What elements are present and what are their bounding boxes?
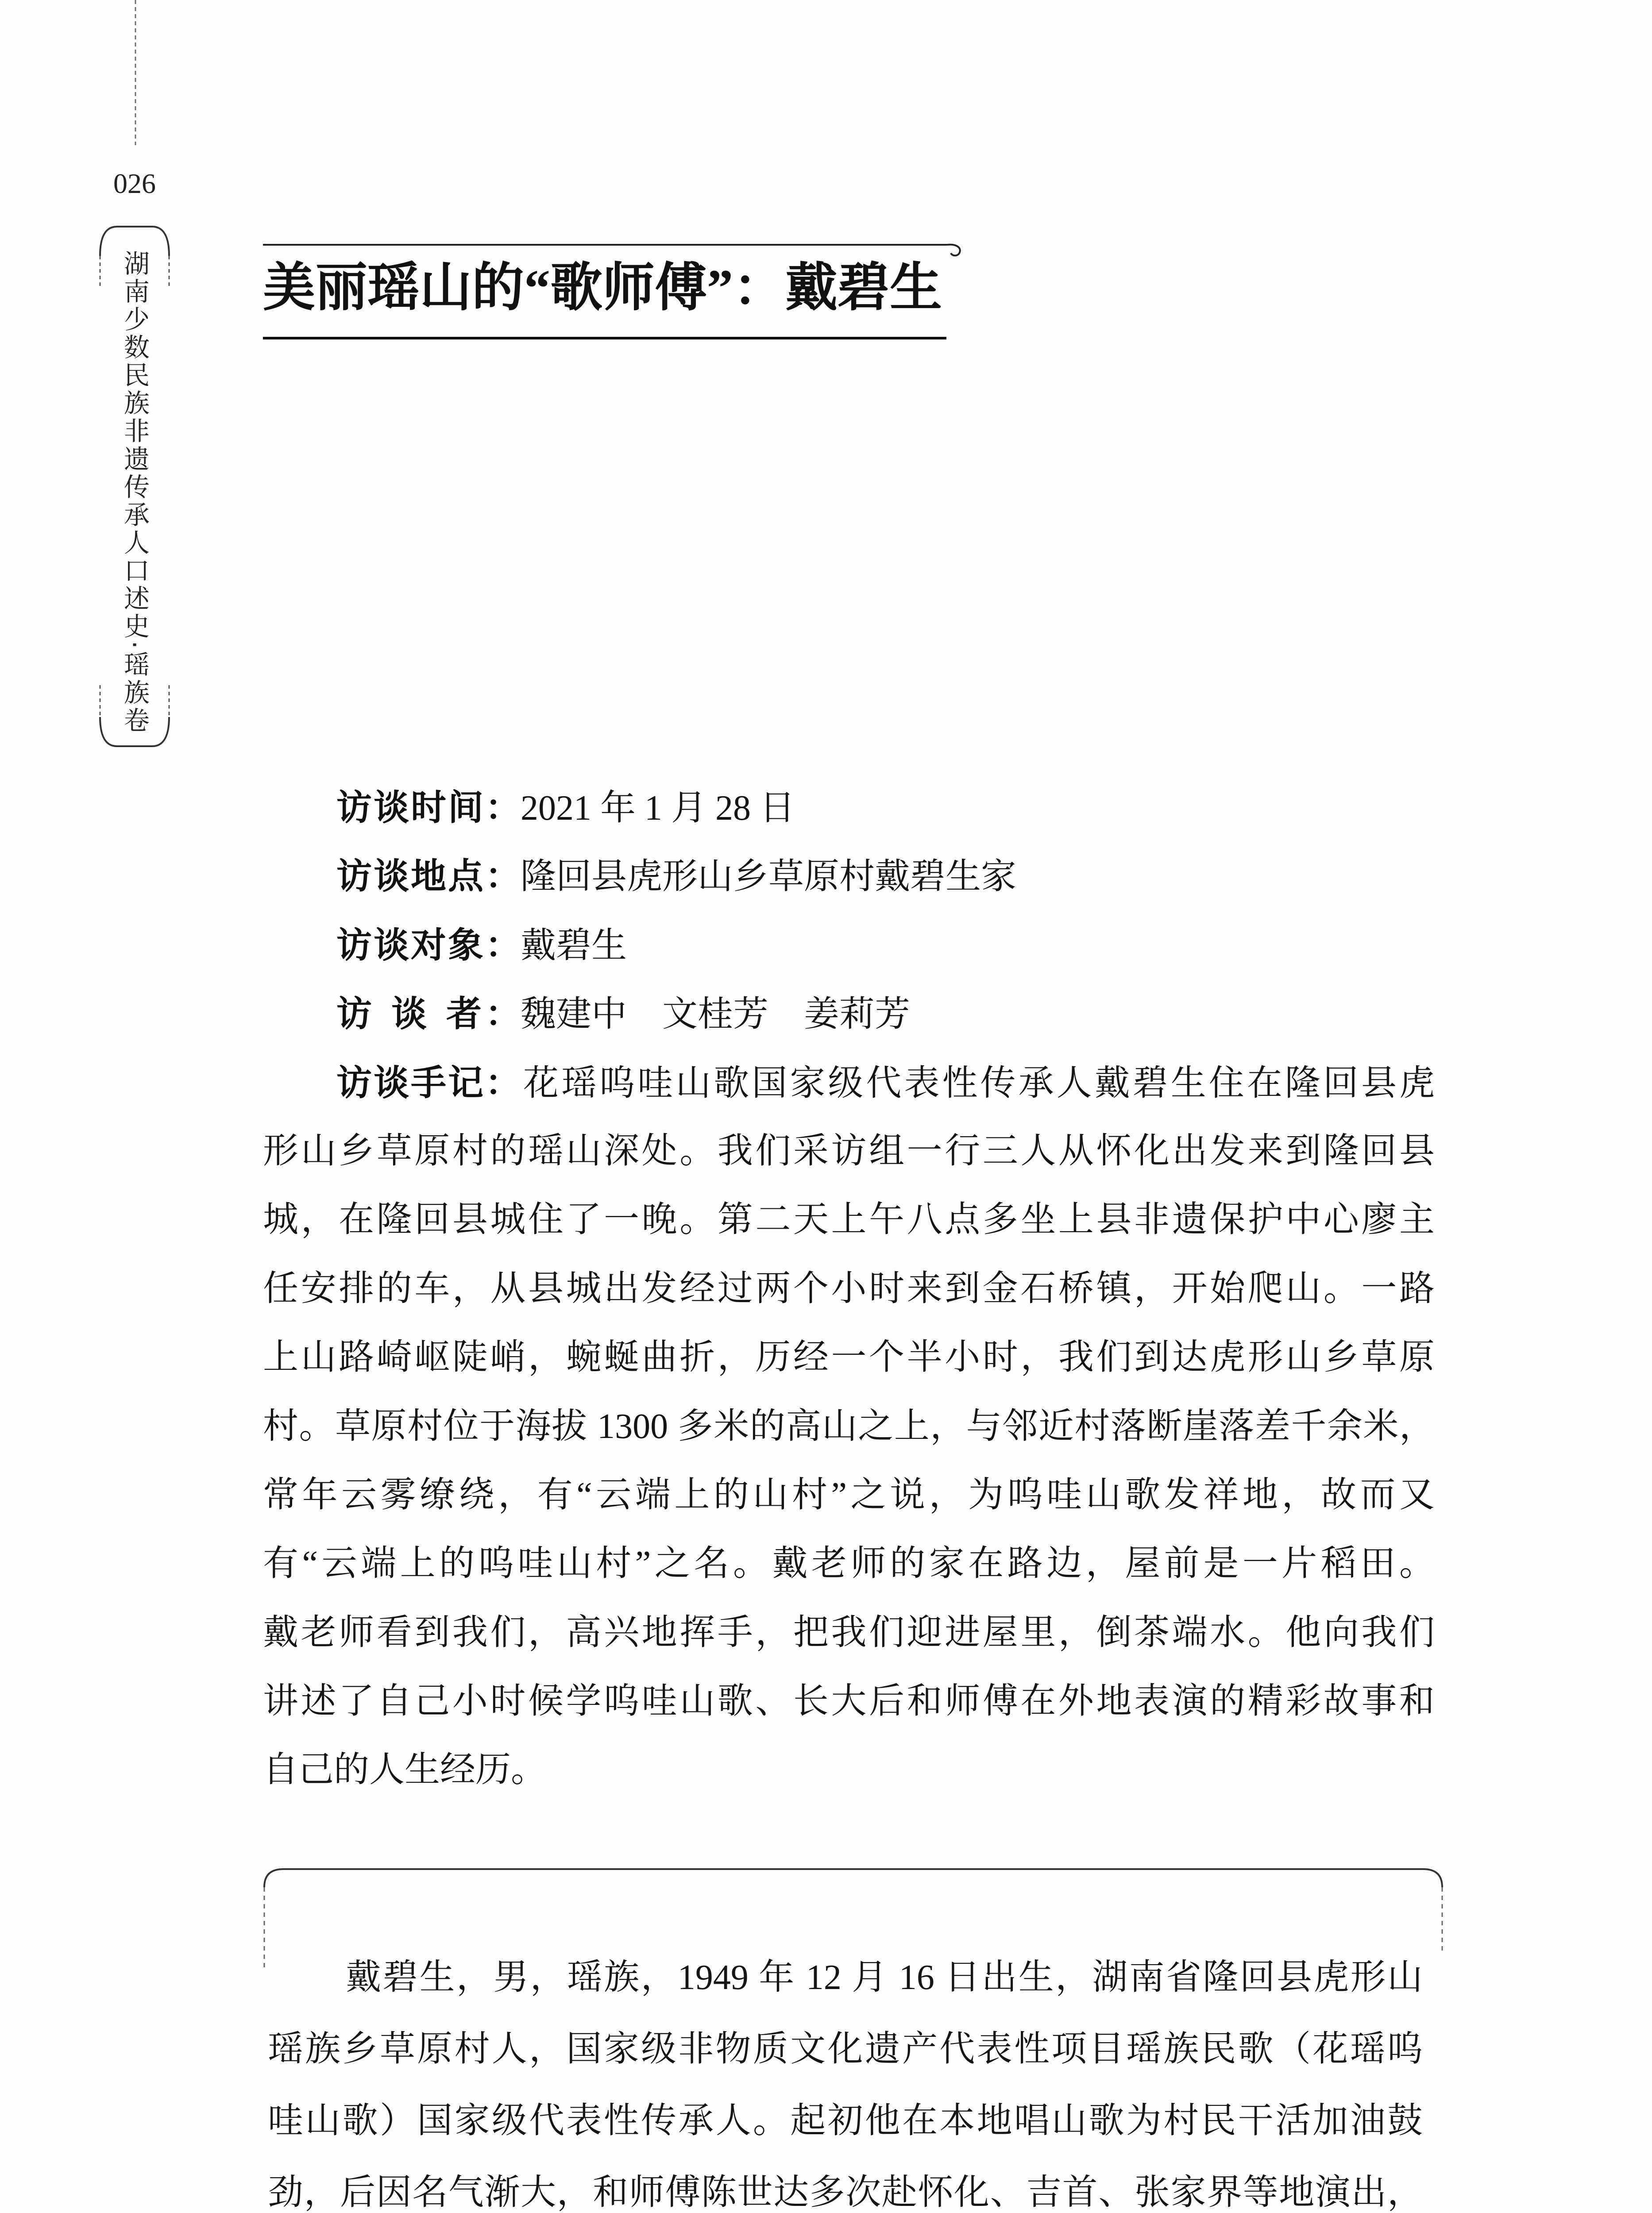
notes-line: 村。草原村位于海拔 1300 多米的高山之上，与邻近村落断崖落差千余米， bbox=[263, 1407, 1435, 1446]
notes-line: 形山乡草原村的瑶山深处。我们采访组一行三人从怀化出发来到隆回县 bbox=[263, 1131, 1435, 1171]
notes-line: 上山路崎岖陡峭，蜿蜒曲折，历经一个半小时，我们到达虎形山乡草原 bbox=[263, 1338, 1435, 1377]
notes-line: 任安排的车，从县城出发经过两个小时来到金石桥镇，开始爬山。一路 bbox=[263, 1269, 1435, 1308]
notes-line: 自己的人生经历。 bbox=[263, 1750, 546, 1790]
bio-line: 戴碧生，男，瑶族，1949 年 12 月 16 日出生，湖南省隆回县虎形山 bbox=[346, 1958, 1423, 1997]
bio-line: 劲，后因名气渐大，和师傅陈世达多次赴怀化、吉首、张家界等地演出， bbox=[268, 2173, 1423, 2212]
article-title: 美丽瑶山的“歌师傅”：戴碧生 bbox=[263, 259, 942, 317]
notes-line: 常年云雾缭绕，有“云端上的山村”之说，为呜哇山歌发祥地，故而又 bbox=[263, 1475, 1435, 1515]
notes-line: 讲述了自己小时候学呜哇山歌、长大后和师傅在外地表演的精彩故事和 bbox=[263, 1682, 1435, 1721]
interview-info-row-interviewers bbox=[263, 979, 1435, 1048]
bio-line: 哇山歌）国家级代表性传承人。起初他在本地唱山歌为村民干活加油鼓 bbox=[268, 2101, 1423, 2140]
info-label: 访谈手记： bbox=[336, 1062, 521, 1103]
interview-info-row-time bbox=[263, 773, 1435, 842]
notes-line: 有“云端上的呜哇山村”之名。戴老师的家在路边，屋前是一片稻田。 bbox=[263, 1544, 1435, 1584]
info-label: 访谈地点： bbox=[336, 856, 521, 897]
title-rule-curl bbox=[947, 245, 960, 256]
biography-box bbox=[268, 1942, 1423, 2213]
info-label: 访谈对象： bbox=[336, 924, 521, 966]
running-title: 湖南少数民族非遗传承人口述史·瑶族卷 bbox=[120, 250, 150, 733]
info-label: 访 谈 者： bbox=[336, 993, 521, 1035]
bio-box-right-corner bbox=[1423, 1869, 1442, 1887]
interview-info-row-place bbox=[263, 842, 1435, 910]
notes-line: 城，在隆回县城住了一晚。第二天上午八点多坐上县非遗保护中心廖主 bbox=[263, 1200, 1435, 1240]
bio-box-left-corner bbox=[264, 1869, 283, 1887]
interview-section bbox=[263, 773, 1435, 1805]
info-value: 隆回县虎形山乡草原村戴碧生家 bbox=[521, 857, 1016, 897]
interview-info-row-subject bbox=[263, 911, 1435, 979]
info-label: 访谈时间： bbox=[336, 787, 521, 828]
page-number: 026 bbox=[113, 168, 156, 199]
info-value: 花瑶呜哇山歌国家级代表性传承人戴碧生住在隆回县虎 bbox=[521, 1064, 1435, 1103]
info-value: 2021 年 1 月 28 日 bbox=[521, 789, 795, 828]
interview-info-row-notes bbox=[263, 1049, 1435, 1117]
info-value: 戴碧生 bbox=[521, 926, 627, 965]
bio-line: 瑶族乡草原村人，国家级非物质文化遗产代表性项目瑶族民歌（花瑶呜 bbox=[268, 2030, 1423, 2069]
notes-line: 戴老师看到我们，高兴地挥手，把我们迎进屋里，倒茶端水。他向我们 bbox=[263, 1613, 1435, 1652]
info-value: 魏建中 文桂芳 姜莉芳 bbox=[521, 995, 910, 1034]
